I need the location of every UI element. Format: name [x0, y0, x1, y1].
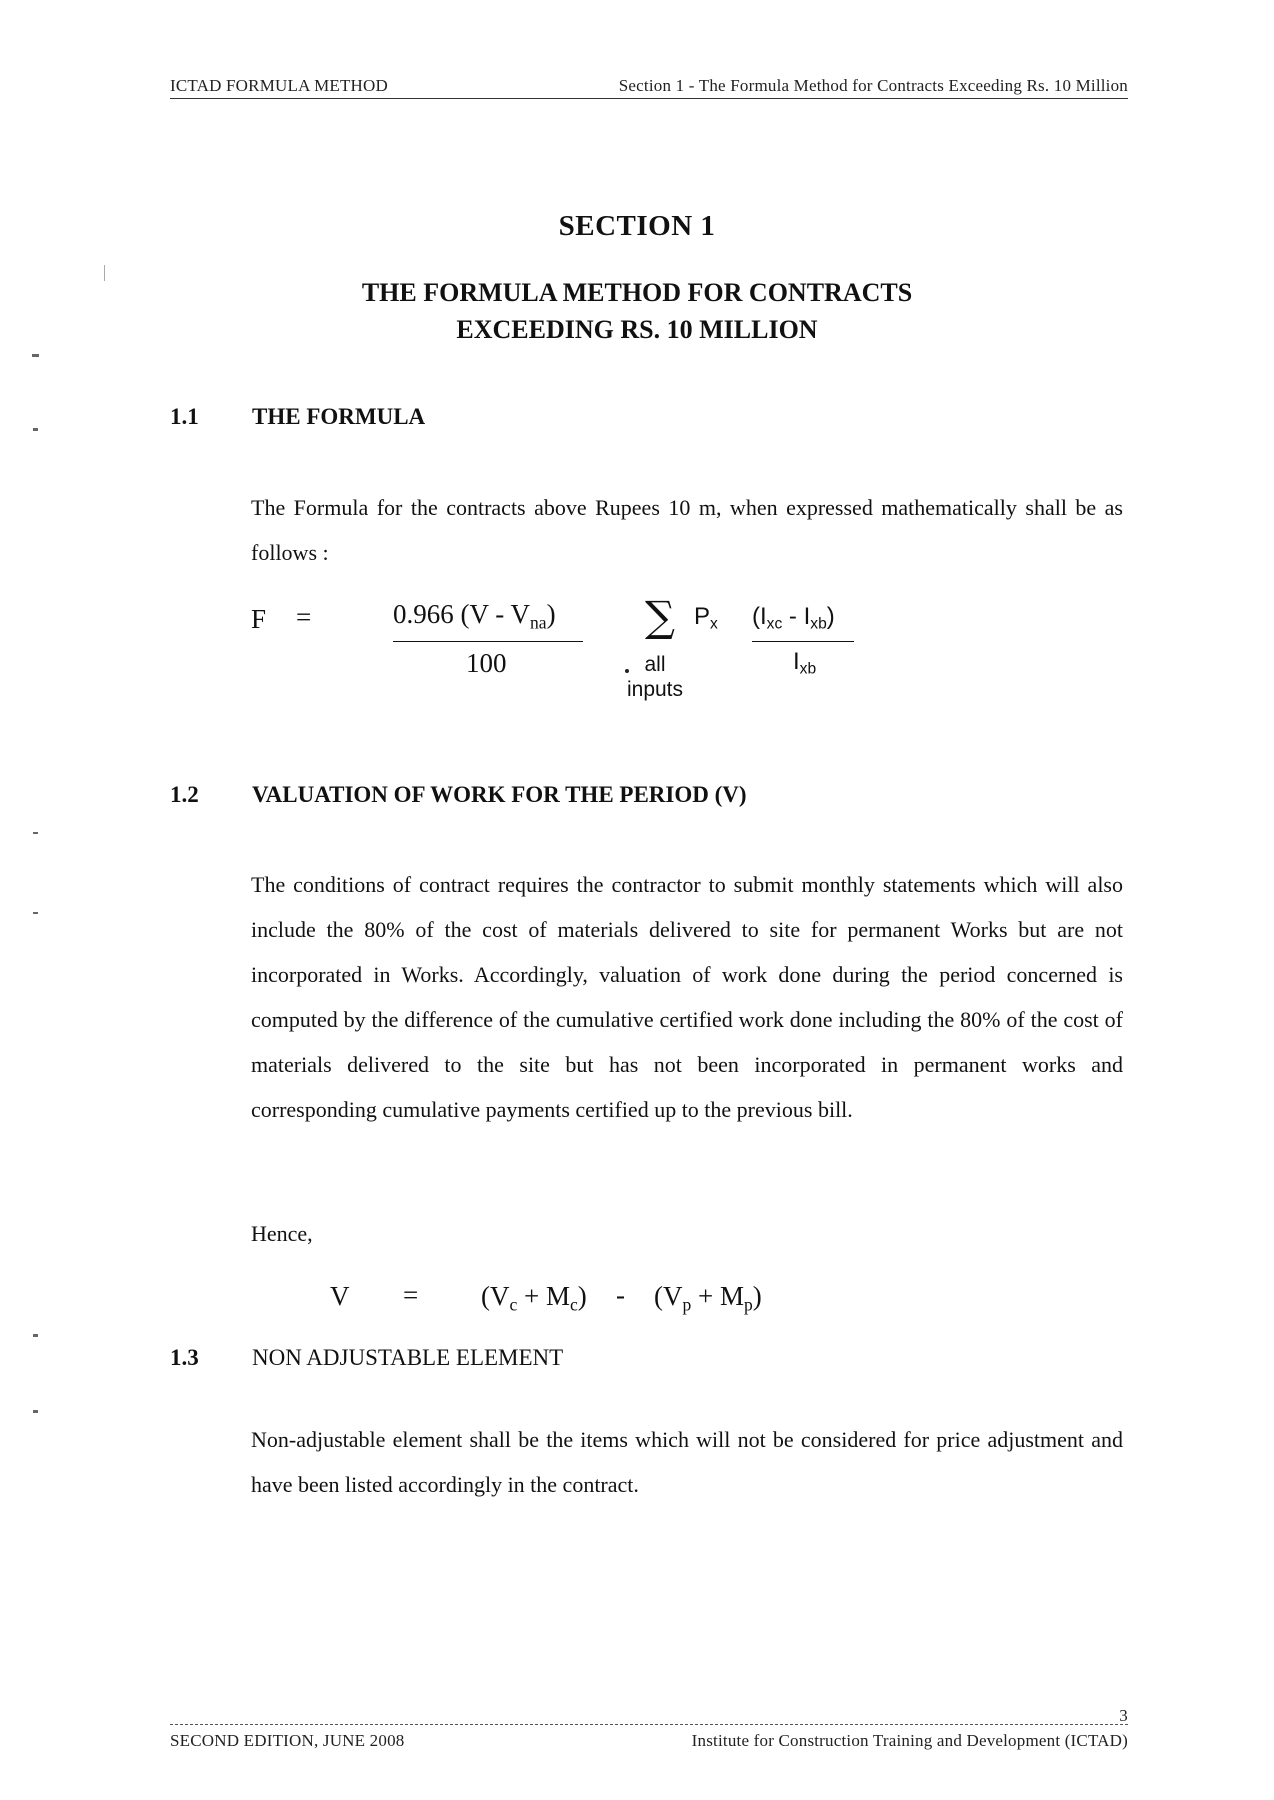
heading-the-formula: THE FORMULA: [252, 404, 426, 429]
section-subtitle-line1: THE FORMULA METHOD FOR CONTRACTS: [361, 278, 913, 307]
paragraph-non-adjustable: Non-adjustable element shall be the items which will not be considered for price adjustment and have been listed accordingly in the contract.: [251, 1427, 1123, 1497]
scan-speck: [33, 1410, 38, 1413]
scan-speck: [33, 428, 38, 431]
formula-f-numerator: 0.966 $(V - V_{na})$: [393, 599, 556, 633]
formula-f-denominator: 100: [466, 648, 507, 678]
formula-v-previous-term: $(V_p + M_p)$: [654, 1281, 762, 1315]
formula-f-sum-label-inputs: inputs: [626, 678, 684, 701]
page-number: 3: [1119, 1706, 1128, 1725]
paragraph-valuation: The conditions of contract requires the contractor to submit monthly statements which will also include the 80% of the cost of materials delivered to site for permanent Works but are not incorporated in Works. Accordingly, valuation of work done during the period concerned is computed by the difference of the cumulative certified work done including the 80% of the cost of materials delivered to the site but has not been incorporated in permanent works and corresponding cumulative payments certified up to the previous bill.: [251, 872, 1123, 1122]
formula-f-ratio-numerator: $(I_{xc} - I_{xb})$: [752, 603, 835, 633]
formula-f-equals: =: [296, 602, 312, 632]
formula-f-px: $P_x$: [694, 603, 718, 633]
section-number-1-1: 1.1: [170, 404, 199, 429]
formula-f-ratio-denominator: $I_{xb}$: [793, 648, 817, 678]
scan-speck: [33, 1334, 38, 1337]
formula-f-dot-mark: [625, 669, 629, 673]
header-rule: [170, 98, 1128, 99]
running-footer-left: SECOND EDITION, JUNE 2008: [170, 1731, 405, 1750]
running-header-left: ICTAD FORMULA METHOD: [170, 76, 388, 95]
scan-speck: [33, 832, 38, 834]
formula-v-minus: -: [616, 1280, 625, 1310]
running-header-right: Section 1 - The Formula Method for Contracts Exceeding Rs. 10 Million: [618, 76, 1128, 95]
formula-v-lhs: V: [330, 1281, 350, 1311]
scan-speck: [32, 354, 39, 357]
text-hence: Hence,: [251, 1221, 313, 1246]
footer-rule: [170, 1724, 1128, 1725]
section-number-1-2: 1.2: [170, 782, 199, 807]
heading-non-adjustable-element: NON ADJUSTABLE ELEMENT: [252, 1345, 564, 1370]
formula-f-lhs: F: [251, 604, 267, 634]
paragraph-formula-intro: The Formula for the contracts above Rupees 10 m, when expressed mathematically shall be as follows :: [251, 495, 1123, 565]
formula-f-ratio-bar: [752, 641, 854, 642]
section-subtitle-line2: EXCEEDING RS. 10 MILLION: [456, 315, 818, 344]
formula-f-sigma: ∑: [645, 592, 675, 641]
scan-speck: [33, 912, 38, 914]
scan-speck: [104, 265, 105, 281]
formula-f-sum-label-all: all: [644, 653, 666, 676]
running-footer-right: Institute for Construction Training and Development (ICTAD): [691, 1731, 1128, 1750]
formula-v-equals: =: [403, 1280, 419, 1310]
formula-v-current-term: $(V_c + M_c)$: [481, 1281, 587, 1315]
section-number-1-3: 1.3: [170, 1345, 199, 1370]
section-title: SECTION 1: [558, 210, 716, 242]
formula-f-fraction-bar: [393, 641, 583, 642]
heading-valuation-of-work: VALUATION OF WORK FOR THE PERIOD (V): [252, 782, 747, 807]
